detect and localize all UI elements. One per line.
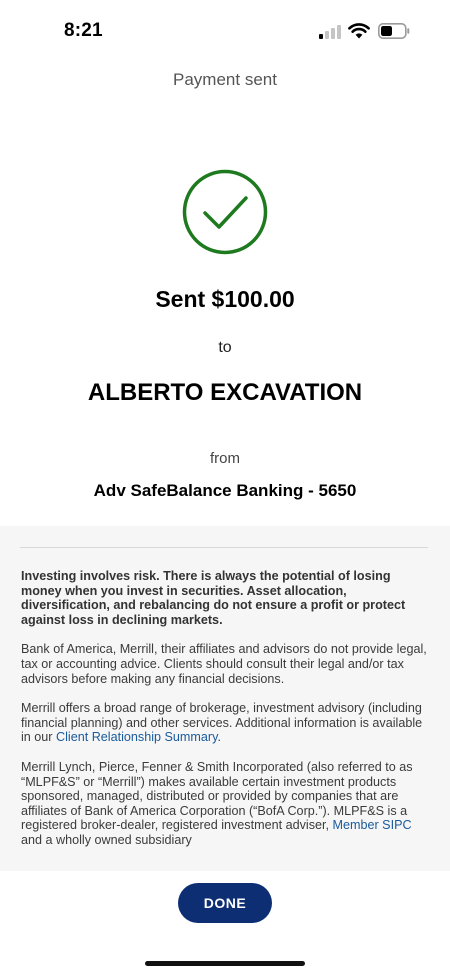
status-time: 8:21 [64, 20, 103, 41]
advice-disclosure: Bank of America, Merrill, their affiliates and advisors do not provide legal, tax or accounting advice. Clients should consult their legal and/or tax advisors before making any financial decisions. [21, 642, 427, 686]
divider [20, 547, 428, 548]
source-account: Adv SafeBalance Banking - 5650 [93, 481, 357, 500]
footer [0, 871, 450, 975]
page-title: Payment sent [173, 70, 277, 89]
risk-disclosure: Investing involves risk. There is always the potential of losing money when you invest in securities. Asset allocation, diversification, and rebalancing do not ensure a profit or protect against loss in declining markets. [21, 569, 406, 627]
merrill-disclosure: Merrill Lynch, Pierce, Fenner & Smith Incorporated (also referred to as “MLPF&S” or “Merrill”) makes available certain investment products sponsored, managed, distributed or provided by companies that are affiliates of Bank of America Corporation (“BofA Corp.”). MLPF&S is a registered broker-dealer, registered investment adviser, Member SIPC and a wholly owned subsidiary [21, 759, 413, 847]
checkmark-circle-icon [182, 169, 268, 255]
done-button[interactable]: DONE [178, 883, 272, 923]
battery-icon [378, 23, 410, 39]
cellular-signal-icon [319, 25, 341, 39]
status-bar [0, 0, 450, 62]
member-sipc-link[interactable]: Member SIPC [332, 818, 412, 833]
client-relationship-summary-link[interactable]: Client Relationship Summary [56, 730, 218, 745]
disclosure-text [21, 569, 431, 863]
disclosure-area[interactable] [0, 526, 450, 871]
recipient-name: ALBERTO EXCAVATION [87, 379, 363, 406]
home-indicator[interactable] [145, 961, 305, 966]
from-label: from [210, 450, 240, 467]
sent-amount: Sent $100.00 [155, 286, 295, 312]
services-disclosure: Merrill offers a broad range of brokerage, investment advisory (including financial planning) and other services. Additional information is available in our Client Relationship Summary. [21, 701, 423, 745]
wifi-icon [348, 22, 370, 39]
to-label: to [218, 339, 232, 356]
